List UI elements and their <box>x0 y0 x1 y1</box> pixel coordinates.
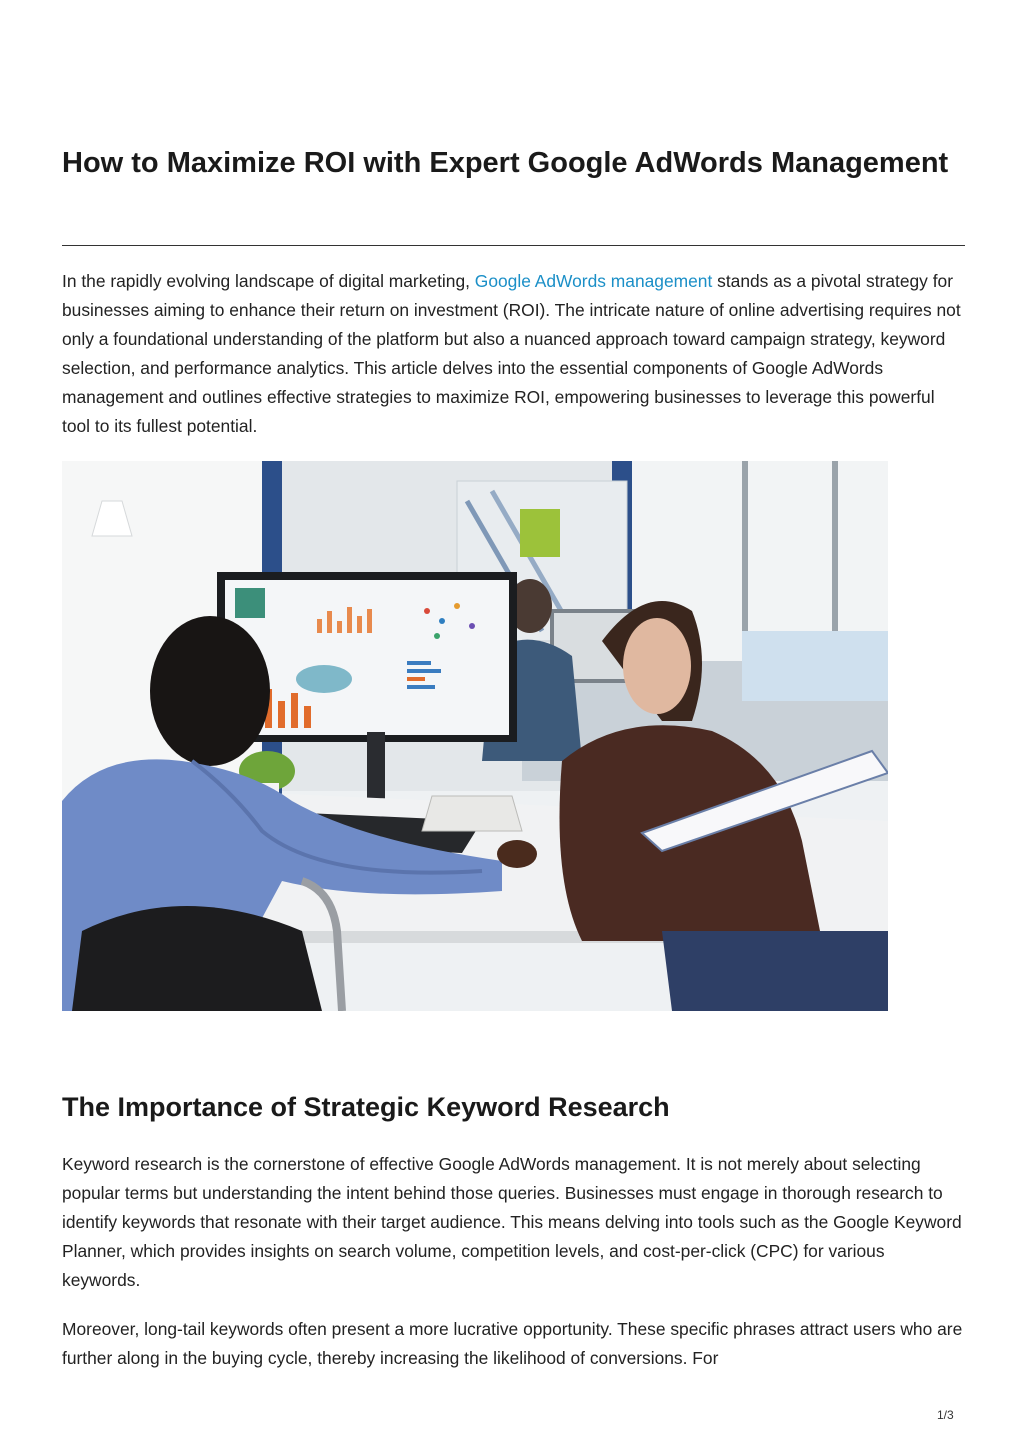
title-divider <box>62 245 965 246</box>
google-adwords-management-link[interactable]: Google AdWords management <box>474 271 713 291</box>
intro-text-after-link: stands as a pivotal strategy for businesses aiming to enhance their return on investment (ROI). The intricate nature of online advertising requires not only a foundational understanding of the platform but also a nuanced approach toward campaign strategy, keyword selection, and performance analytics. This article delves into the essential components of Google AdWords management and outlines effective strategies to maximize ROI, empowering businesses to leverage this powerful tool to its fullest potential. <box>62 271 961 436</box>
intro-paragraph <box>62 267 964 441</box>
page-number: 1/3 <box>937 1408 954 1422</box>
page-title: How to Maximize ROI with Expert Google AdWords Management <box>62 147 949 179</box>
section-heading: The Importance of Strategic Keyword Research <box>62 1092 670 1122</box>
hero-image <box>62 461 888 1011</box>
section-paragraph-1: Keyword research is the cornerstone of effective Google AdWords management. It is not merely about selecting popular terms but understanding the intent behind those queries. Businesses must engage in thorough research to identify keywords that resonate with their target audience. This means delving into tools such as the Google Keyword Planner, which provides insights on search volume, competition levels, and cost-per-click (CPC) for various keywords. <box>62 1154 962 1290</box>
section-paragraph-2: Moreover, long-tail keywords often present a more lucrative opportunity. These specific phrases attract users who are further along in the buying cycle, thereby increasing the likelihood of conversions. For <box>62 1319 963 1368</box>
intro-text-before-link: In the rapidly evolving landscape of digital marketing, <box>62 271 475 291</box>
